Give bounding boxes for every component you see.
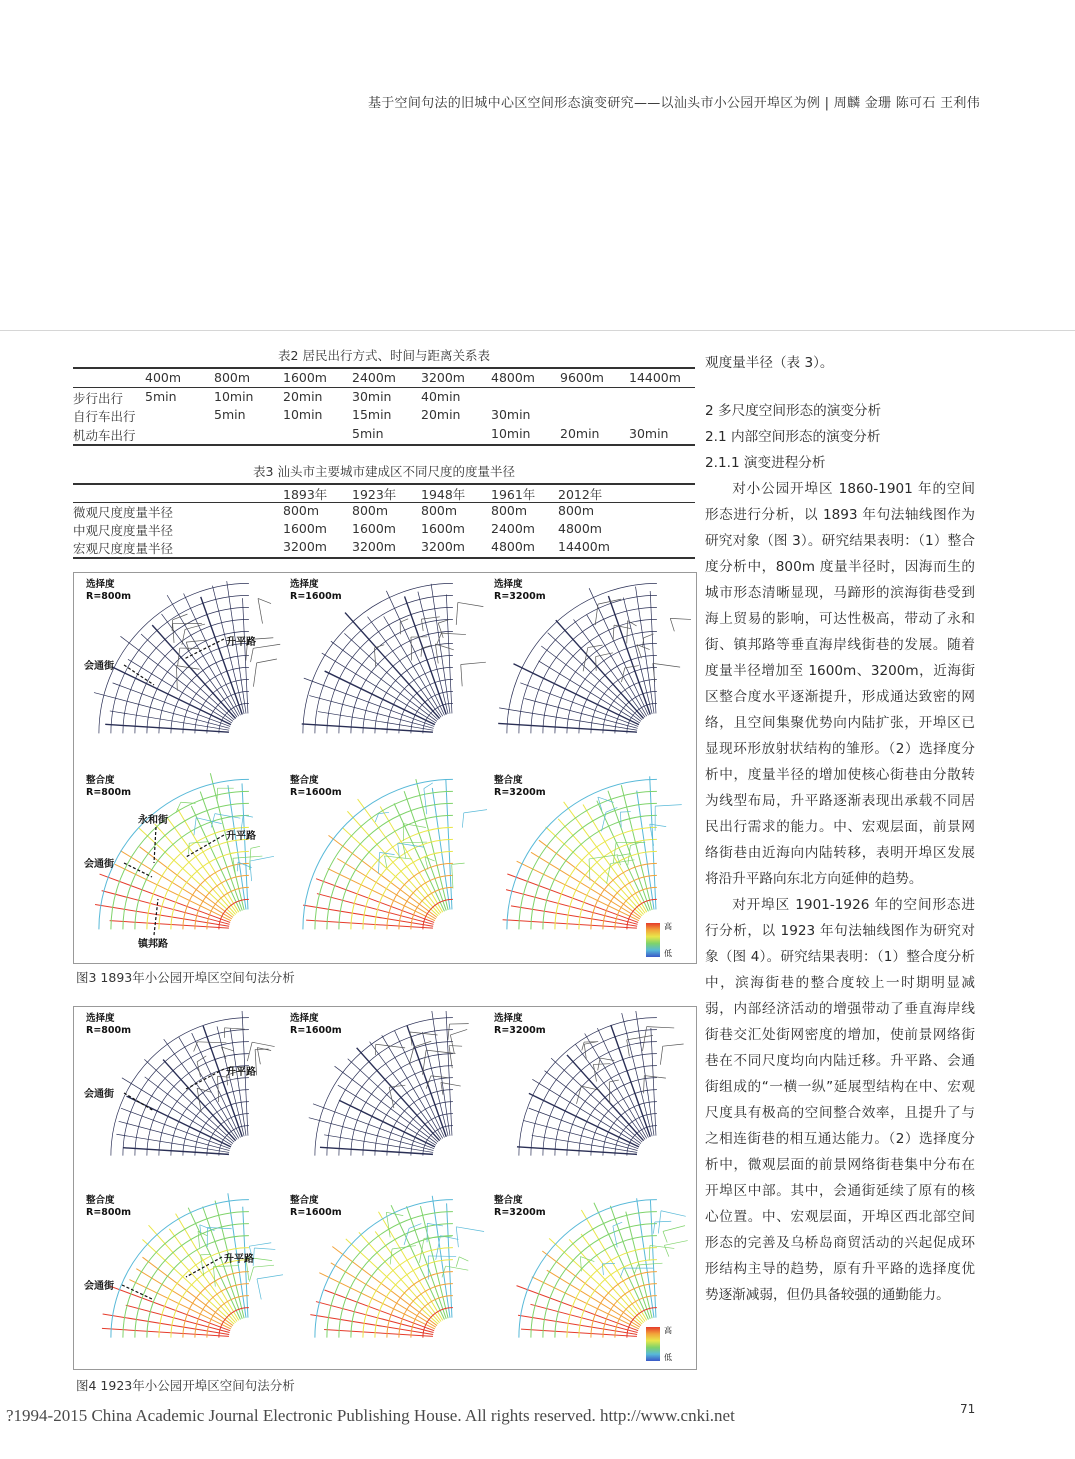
table-cell: 3200m	[352, 539, 396, 554]
axial-line	[386, 591, 444, 715]
axial-line	[506, 890, 637, 925]
table-rule	[73, 367, 695, 369]
axial-line	[139, 828, 234, 916]
axial-line	[511, 906, 637, 926]
axial-line	[212, 586, 244, 714]
axial-line	[456, 602, 458, 624]
axial-line	[376, 1044, 405, 1048]
table-header-cell: 2012年	[558, 487, 603, 502]
panel-label: 整合度 R=1600m	[290, 775, 342, 798]
axial-line	[129, 1280, 230, 1329]
table-rule	[73, 444, 695, 446]
copyright-footer: ?1994-2015 China Academic Journal Electronic Publishing House. All rights reserved. http://www.cnki.net	[6, 1406, 735, 1425]
axial-line	[257, 1274, 283, 1279]
table-cell: 20min	[283, 389, 323, 404]
axial-line	[251, 846, 260, 848]
axial-line	[551, 1058, 642, 1142]
axial-line	[456, 1227, 484, 1232]
axial-line	[313, 1104, 434, 1149]
axial-line	[398, 843, 400, 858]
table-cell: 800m	[421, 503, 458, 518]
axial-line	[342, 827, 438, 915]
legend-gradient	[646, 923, 660, 957]
axial-line	[608, 596, 650, 715]
axial-line	[309, 696, 433, 729]
table-cell: 20min	[560, 426, 600, 441]
axial-line	[422, 645, 432, 648]
street-label-huitong: 会通街	[84, 1089, 114, 1100]
axial-line	[525, 699, 638, 729]
table-cell: 5min	[145, 389, 177, 404]
axial-line	[105, 724, 229, 732]
axial-line	[213, 1267, 215, 1287]
axial-line	[325, 671, 435, 725]
axial-line	[411, 637, 412, 660]
section-heading: 2 多尺度空间形态的演变分析	[705, 403, 882, 419]
axial-line	[558, 819, 643, 915]
axial-line	[189, 842, 208, 844]
axial-line	[185, 624, 205, 629]
table-header-cell: 14400m	[629, 370, 681, 385]
axial-line	[144, 1059, 234, 1142]
street-label-shengping: 升平路	[226, 1067, 256, 1078]
table-cell: 5min	[352, 426, 384, 441]
table-cell: 1600m	[283, 521, 327, 536]
axial-line	[452, 864, 453, 888]
axial-line	[237, 862, 238, 871]
street-label-shengping: 升平路	[226, 831, 256, 842]
table-header-cell: 3200m	[421, 370, 465, 385]
map-panel	[282, 1193, 487, 1361]
paragraph: 观度量半径（表 3）。	[705, 355, 834, 371]
table-cell: 30min	[629, 426, 669, 441]
axial-line	[409, 1224, 421, 1229]
street-network-map	[282, 773, 487, 953]
axial-line	[194, 818, 196, 836]
table-header-cell: 1923年	[352, 487, 397, 502]
table-cell: 30min	[352, 389, 392, 404]
figure-4-caption: 图4 1923年小公园开埠区空间句法分析	[76, 1378, 295, 1393]
table-cell: 2400m	[491, 521, 535, 536]
panel-label: 整合度 R=3200m	[494, 775, 546, 798]
table-cell: 4800m	[558, 521, 602, 536]
axial-line	[449, 1046, 452, 1069]
axial-line	[247, 1042, 252, 1061]
table-cell: 30min	[491, 407, 531, 422]
axial-line	[450, 1029, 467, 1035]
axial-line	[426, 1050, 455, 1053]
axial-line	[176, 666, 199, 670]
axial-line	[546, 827, 643, 916]
axial-line	[596, 657, 597, 671]
axial-line	[315, 595, 453, 733]
axial-line	[201, 1254, 212, 1255]
axial-line	[318, 712, 433, 731]
axial-line	[462, 813, 463, 828]
axial-line	[257, 659, 277, 663]
axial-line	[324, 1330, 433, 1337]
axial-line	[332, 1247, 437, 1326]
table-cell: 20min	[421, 407, 461, 422]
axial-line	[661, 1211, 686, 1217]
paragraph: 对开埠区 1901-1926 年的空间形态进行分析，以 1923 年句法轴线图作为研究对象（图 4）。研究结果表明：（1）整合度分析中，滨海街巷的整合度较上一时期明显减弱，内部经济活动的增强带动了垂直海岸线街巷交汇处街网密度的增加，使前景网络街巷在不同尺度均向内陆迁移。升平路、会通街组成的“一横一纵”延展型结构在中、宏观尺度具有极高的空间整合效率，且提升了与之相连街巷的相互通达能力。（2）选择度分析中，微观层面的前景网络街巷集中分布在开埠区中部。其中，会通街延续了原有的核心位置。中、宏观层面，开埠区西北部空间形态的完善及乌桥岛商贸活动的兴起促成环形结构主导的趋势，原有升平路的选择度优势逐渐减弱，但仍具备较强的通勤能力。	[705, 897, 975, 1303]
axial-line	[149, 1225, 236, 1323]
axial-line	[655, 1221, 671, 1222]
table-3	[73, 462, 695, 558]
axial-line	[503, 920, 637, 928]
map-panel	[282, 577, 487, 757]
axial-line	[532, 1079, 639, 1145]
table-cell: 3200m	[421, 539, 465, 554]
table-header-cell: 1948年	[421, 487, 466, 502]
axial-line	[670, 618, 674, 631]
axial-line	[637, 645, 650, 650]
table-header-cell: 1600m	[283, 370, 327, 385]
axial-line	[348, 1059, 438, 1142]
table-cell: 1600m	[352, 521, 396, 536]
legend-high: 高	[664, 1326, 672, 1335]
axial-line	[184, 593, 241, 715]
map-panel	[282, 1011, 487, 1179]
axial-line	[531, 852, 640, 919]
axial-line	[198, 1231, 200, 1247]
header-rule	[0, 330, 1075, 331]
axial-line	[450, 1035, 454, 1053]
axial-line	[449, 1046, 462, 1047]
axial-line	[670, 618, 691, 619]
street-label-shengping: 升平路	[224, 1254, 254, 1265]
axial-line	[529, 1093, 639, 1146]
axial-line	[643, 638, 644, 647]
axial-line	[424, 789, 427, 815]
figure-3-caption: 图3 1893年小公园开埠区空间句法分析	[76, 970, 295, 985]
axial-line	[258, 598, 271, 603]
axial-line	[128, 659, 232, 723]
axial-line	[176, 666, 177, 691]
axial-line	[224, 1028, 244, 1029]
axial-line	[419, 1238, 424, 1263]
axial-line	[431, 584, 450, 714]
axial-line	[253, 663, 256, 687]
axial-line	[582, 1042, 584, 1050]
legend-low: 低	[664, 949, 672, 958]
axial-line	[520, 683, 638, 727]
axial-line	[425, 857, 435, 861]
axial-line	[636, 587, 654, 714]
panel-label: 选择度 R=1600m	[290, 1013, 342, 1036]
panel-label: 整合度 R=800m	[86, 1195, 132, 1218]
map-panel	[486, 577, 691, 757]
axial-line	[126, 1305, 230, 1332]
panel-label: 整合度 R=3200m	[494, 1195, 546, 1218]
axial-line	[344, 633, 438, 719]
axial-line	[251, 648, 254, 662]
axial-line	[523, 1120, 637, 1150]
axial-line	[254, 1248, 275, 1249]
table-cell: 40min	[421, 389, 461, 404]
axial-line	[257, 1048, 260, 1065]
panel-label: 整合度 R=800m	[86, 775, 132, 798]
axial-line	[233, 856, 262, 858]
axial-line	[593, 1064, 610, 1065]
axial-line	[635, 1265, 638, 1273]
axial-line	[589, 859, 590, 881]
table-row-label: 中观尺度度量半径	[73, 523, 174, 538]
axial-line	[517, 1147, 637, 1155]
table-cell: 4800m	[491, 539, 535, 554]
table-cell: 800m	[352, 503, 389, 518]
street-label-huitong: 会通街	[84, 661, 114, 672]
axial-line	[435, 644, 453, 650]
table-row-label: 宏观尺度度量半径	[73, 541, 174, 556]
axial-line	[252, 1042, 275, 1046]
table-cell: 1600m	[421, 521, 465, 536]
table-cell: 800m	[283, 503, 320, 518]
axial-line	[452, 863, 465, 864]
axial-line	[258, 598, 262, 623]
axial-line	[249, 1267, 253, 1282]
axial-line	[152, 625, 235, 718]
axial-line	[194, 1042, 198, 1052]
table-header-cell: 400m	[145, 370, 182, 385]
axial-line	[456, 1227, 458, 1247]
axial-line	[613, 625, 614, 640]
axial-line	[464, 809, 487, 813]
axial-line	[404, 791, 446, 910]
legend-high: 高	[664, 922, 672, 931]
table-cell: 800m	[491, 503, 528, 518]
figure-4	[73, 1006, 697, 1370]
table-cell: 10min	[491, 426, 531, 441]
panel-label: 选择度 R=3200m	[494, 579, 546, 602]
panel-label: 选择度 R=1600m	[290, 579, 342, 602]
table-header-cell: 4800m	[491, 370, 535, 385]
axial-line	[627, 621, 628, 644]
axial-line	[423, 1050, 427, 1075]
axial-line	[306, 920, 433, 928]
axial-line	[116, 1134, 229, 1152]
street-label-zhenbang: 镇邦路	[138, 939, 168, 950]
axial-line	[405, 596, 447, 714]
table-cell: 10min	[214, 389, 254, 404]
table-header-cell: 1961年	[491, 487, 536, 502]
street-label-huitong: 会通街	[84, 859, 114, 870]
paragraph: 对小公园开埠区 1860-1901 年的空间形态进行分析，以 1893 年句法轴线图作为研究对象（图 3）。研究结果表明：（1）整合度分析中，800m 度量半径时，因海而生的城市形态清晰显现，马蹄形的滨海街巷受到海上贸易的影响，可达性极高，带动了永和街、镇邦路等垂直海岸线街巷的发展。随着度量半径增加至 1600m、3200m，近海街区整合度水平逐渐提升，形成通达致密的网络，且空间集聚优势向内陆扩张，开埠区已显现环形放射状结构的雏形。（2）选择度分析中，度量半径的增加使核心街巷由分散转为线型布局，升平路逐渐表现出承载不同居民出行需求的能力。中、宏观层面，前景网络街巷由近海向内陆转移，表明开埠区发展将沿升平路向东北方向延伸的趋势。	[705, 481, 975, 887]
map-panel	[282, 773, 487, 953]
table-cell: 3200m	[283, 539, 327, 554]
table-rule	[73, 387, 695, 388]
table-2	[73, 346, 695, 446]
axial-line	[663, 1226, 685, 1232]
axial-line	[178, 648, 180, 666]
axial-line	[660, 1046, 662, 1065]
street-label-yonghe: 永和街	[138, 815, 168, 826]
axial-line	[638, 1263, 663, 1265]
axial-line	[188, 843, 189, 854]
page-number: 71	[960, 1402, 976, 1416]
axial-line	[398, 843, 424, 847]
axial-line	[182, 629, 185, 644]
axial-line	[437, 633, 441, 644]
axial-line	[303, 905, 433, 926]
axial-line	[378, 852, 379, 873]
street-label-shengping: 升平路	[226, 637, 256, 648]
axial-line	[416, 779, 448, 910]
axial-line	[611, 860, 635, 864]
axial-line	[459, 1257, 468, 1261]
axial-line	[380, 852, 395, 854]
axial-line	[403, 842, 427, 843]
axial-line	[441, 633, 466, 634]
axial-line	[302, 724, 433, 732]
axial-line	[316, 879, 434, 923]
axial-line	[103, 1314, 230, 1334]
running-header: 基于空间句法的旧城中心区空间形态演变研究——以汕头市小公园开埠区为例 | 周麟 金珊 陈可石 王利伟	[367, 96, 980, 111]
panel-label: 选择度 R=3200m	[494, 1013, 546, 1036]
axial-line	[345, 613, 440, 719]
axial-line	[664, 1241, 687, 1246]
table-row-label: 微观尺度度量半径	[73, 505, 174, 520]
axial-line	[385, 856, 387, 868]
color-legend	[646, 923, 690, 957]
axial-line	[435, 644, 438, 663]
figure-3	[73, 572, 697, 964]
panel-label: 选择度 R=800m	[86, 579, 132, 602]
axial-line	[221, 1047, 233, 1051]
axial-line	[545, 1071, 641, 1144]
table-header-cell: 9600m	[560, 370, 604, 385]
axial-line	[461, 662, 486, 664]
axial-line	[621, 668, 624, 682]
axial-line	[653, 663, 680, 667]
axial-line	[122, 1078, 232, 1145]
axial-line	[257, 1279, 261, 1300]
axial-line	[548, 633, 643, 720]
axial-line	[198, 1042, 227, 1043]
axial-line	[253, 644, 280, 648]
axial-line	[110, 921, 229, 929]
table-rule	[73, 557, 695, 559]
table-row-label: 机动车出行	[73, 428, 136, 443]
axial-line	[200, 792, 242, 911]
table-header-cell: 2400m	[352, 370, 396, 385]
axial-line	[609, 1082, 610, 1104]
axial-line	[123, 1148, 229, 1155]
table-cell: 800m	[558, 503, 595, 518]
table-cell: 15min	[352, 407, 392, 422]
legend-gradient	[646, 1327, 660, 1361]
axial-line	[421, 619, 423, 631]
axial-line	[446, 1266, 469, 1270]
axial-line	[418, 592, 448, 714]
axial-line	[441, 1082, 461, 1086]
axial-line	[625, 666, 639, 668]
street-network-map	[486, 577, 691, 757]
axial-line	[320, 1147, 433, 1154]
axial-line	[109, 1286, 230, 1331]
street-network-map	[282, 577, 487, 757]
legend-low: 低	[664, 1353, 672, 1362]
axial-line	[458, 602, 484, 606]
map-panel	[486, 1011, 691, 1179]
axial-line	[581, 1210, 646, 1320]
axial-line	[400, 619, 408, 622]
axial-line	[609, 1080, 619, 1082]
axial-line	[111, 667, 230, 725]
axial-line	[113, 683, 231, 727]
axial-line	[102, 1328, 229, 1336]
axial-line	[403, 843, 406, 859]
table-cell: 14400m	[558, 539, 610, 554]
axial-line	[620, 812, 630, 813]
axial-line	[410, 1032, 438, 1035]
table-row-label: 自行车出行	[73, 409, 136, 424]
subsection-heading: 2.1 内部空间形态的演变分析	[705, 429, 881, 445]
axial-line	[655, 805, 682, 807]
axial-line	[663, 1231, 667, 1242]
panel-label: 整合度 R=1600m	[290, 1195, 342, 1218]
axial-line	[374, 648, 375, 667]
table-header-cell: 800m	[214, 370, 251, 385]
table-2-caption: 表2 居民出行方式、时间与距离关系表	[278, 348, 490, 363]
axial-line	[588, 645, 603, 647]
table-cell: 10min	[283, 407, 323, 422]
axial-line	[448, 1024, 450, 1040]
street-label-huitong: 会通街	[84, 1281, 114, 1292]
axial-line	[249, 1243, 271, 1246]
panel-label: 选择度 R=800m	[86, 1013, 132, 1036]
axial-line	[456, 1257, 459, 1267]
body-text-column	[705, 350, 975, 1308]
axial-line	[539, 661, 640, 723]
axial-line	[461, 665, 462, 687]
axial-line	[647, 1027, 675, 1028]
table-3-caption: 表3 汕头市主要城市建成区不同尺度的度量半径	[253, 464, 515, 479]
axial-line	[663, 1044, 684, 1046]
color-legend	[646, 1327, 690, 1361]
axial-line	[254, 1265, 274, 1267]
table-cell: 5min	[214, 407, 246, 422]
axial-line	[620, 1268, 624, 1278]
axial-line	[250, 861, 252, 881]
table-row-label: 步行出行	[73, 391, 124, 406]
table-header-cell: 1893年	[283, 487, 328, 502]
axial-line	[424, 783, 433, 789]
subsubsection-heading: 2.1.1 演变进程分析	[705, 455, 826, 471]
axial-line	[422, 1032, 448, 1136]
